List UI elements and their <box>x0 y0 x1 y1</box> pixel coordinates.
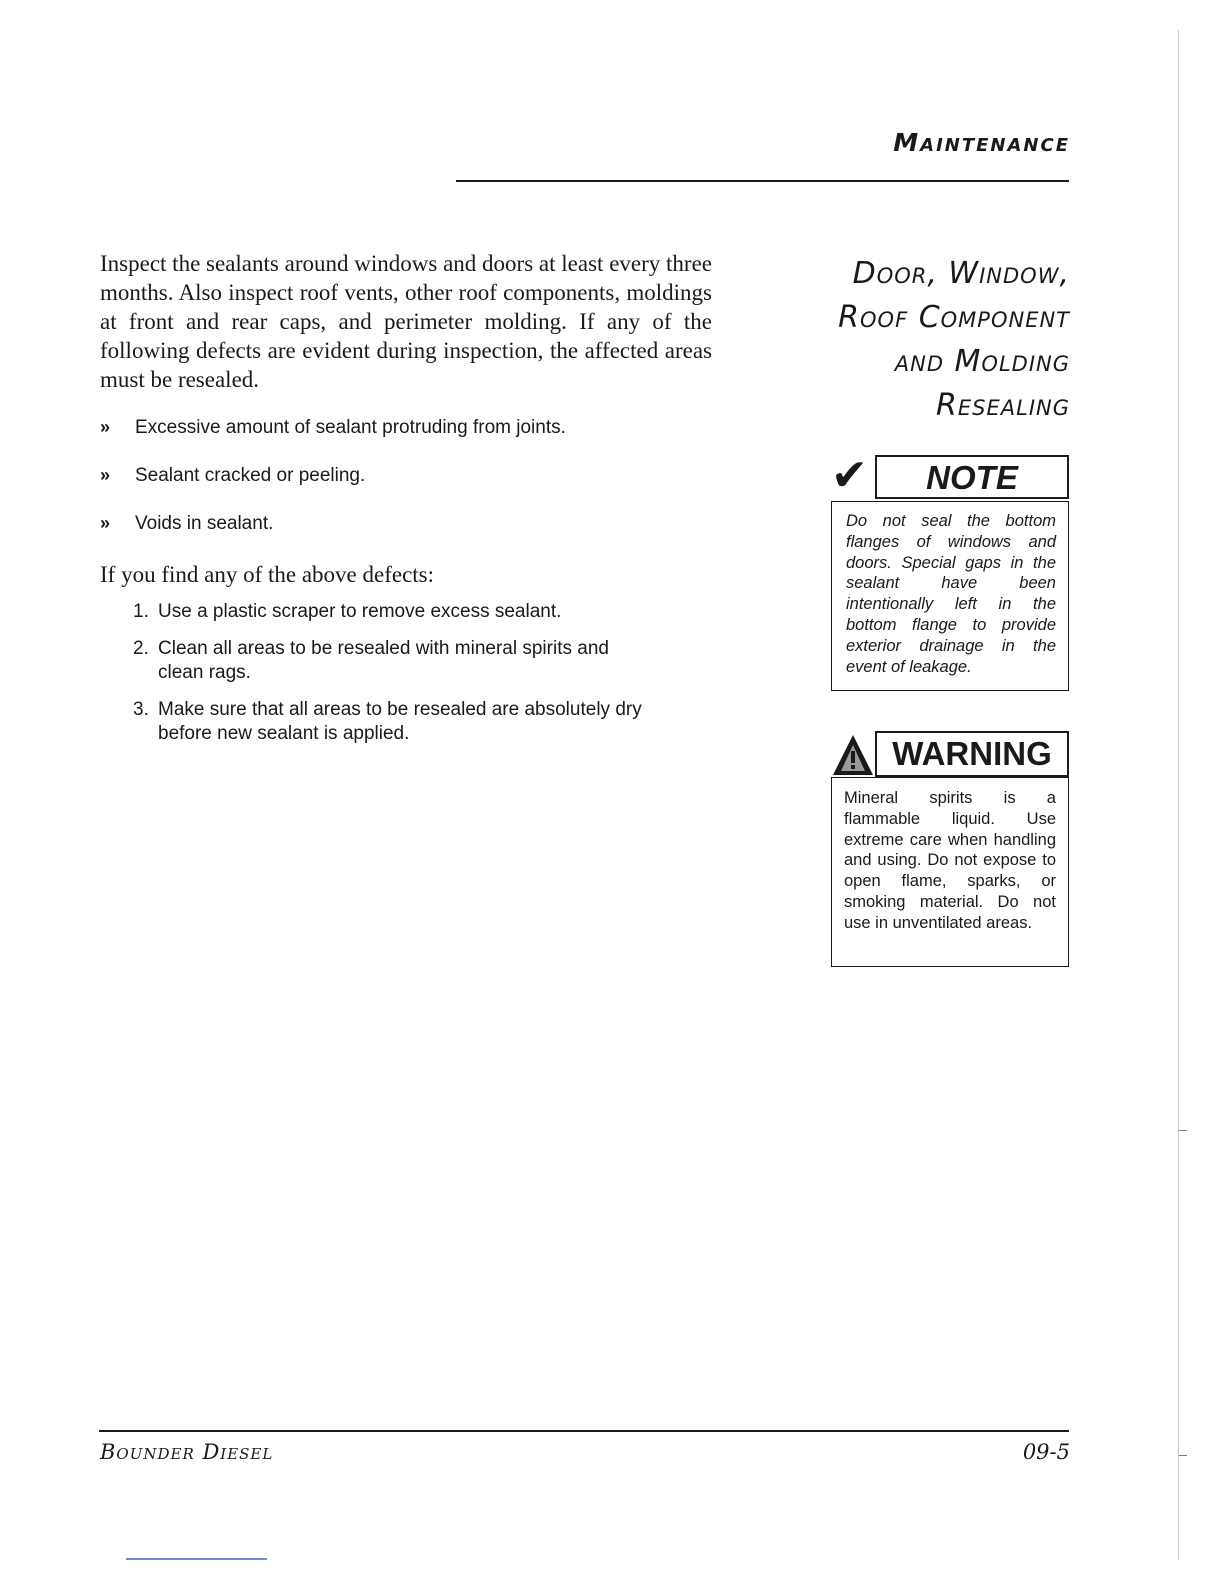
step-text: Clean all areas to be resealed with mineral spirits and clean rags. <box>158 638 609 683</box>
header-rule <box>456 180 1069 182</box>
lead-in-text: If you find any of the above defects: <box>100 562 435 587</box>
checkmark-icon: ✔ <box>831 451 868 500</box>
step-item <box>133 600 713 624</box>
bullet-item <box>100 511 273 536</box>
intro-paragraph: Inspect the sealants around windows and doors at least every three months. Also inspect roof vents, other roof components, moldings at front and rear caps, and perimeter molding. If any of the following defects are evident during inspection, the affected areas must be resealed. <box>100 251 712 392</box>
warning-triangle-icon <box>831 731 875 777</box>
footer-rule <box>99 1430 1069 1432</box>
warning-text: Mineral spirits is a flammable liquid. Use extreme care when handling and using. Do not expose to open flame, sparks, or smoking material. Do not use in unventilated areas. <box>831 777 1069 967</box>
sidebar-title-line: Door, Window, <box>852 256 1070 291</box>
step-number: 1. <box>133 601 149 622</box>
bullet-item <box>100 463 365 488</box>
bullet-text: Excessive amount of sealant protruding from joints. <box>135 417 566 438</box>
step-number: 2. <box>133 638 149 659</box>
sidebar-title-line: Resealing <box>936 388 1070 423</box>
note-label: NOTE <box>875 455 1069 499</box>
bullet-marker: » <box>100 465 108 485</box>
footer-title: Bounder Diesel <box>100 1440 274 1464</box>
step-number: 3. <box>133 699 149 720</box>
sidebar-title-line: and Molding <box>894 344 1070 379</box>
scan-edge-tick <box>1179 1130 1187 1131</box>
warning-label: WARNING <box>875 731 1069 777</box>
scan-blue-line <box>126 1558 267 1560</box>
step-item <box>133 637 713 685</box>
scan-edge-line <box>1178 30 1179 1560</box>
bullet-text: Sealant cracked or peeling. <box>135 465 366 486</box>
bullet-marker: » <box>100 417 108 437</box>
scan-edge-tick <box>1179 1455 1187 1456</box>
section-header: Maintenance <box>893 128 1070 157</box>
note-header <box>831 451 1069 501</box>
bullet-text: Voids in sealant. <box>135 513 274 534</box>
step-item <box>133 698 713 746</box>
bullet-item <box>100 415 566 440</box>
step-text: Use a plastic scraper to remove excess sealant. <box>158 601 562 622</box>
bullet-marker: » <box>100 513 108 533</box>
page-number: 09-5 <box>1022 1440 1070 1464</box>
warning-header <box>831 731 1069 777</box>
note-text: Do not seal the bottom flanges of windows and doors. Special gaps in the sealant have been intentionally left in the bottom flange to provide exterior drainage in the event of leakage. <box>831 501 1069 691</box>
sidebar-title-line: Roof Component <box>838 300 1070 335</box>
step-text: Make sure that all areas to be resealed are absolutely dry before new sealant is applied. <box>158 699 642 744</box>
sidebar-title <box>740 252 1070 428</box>
